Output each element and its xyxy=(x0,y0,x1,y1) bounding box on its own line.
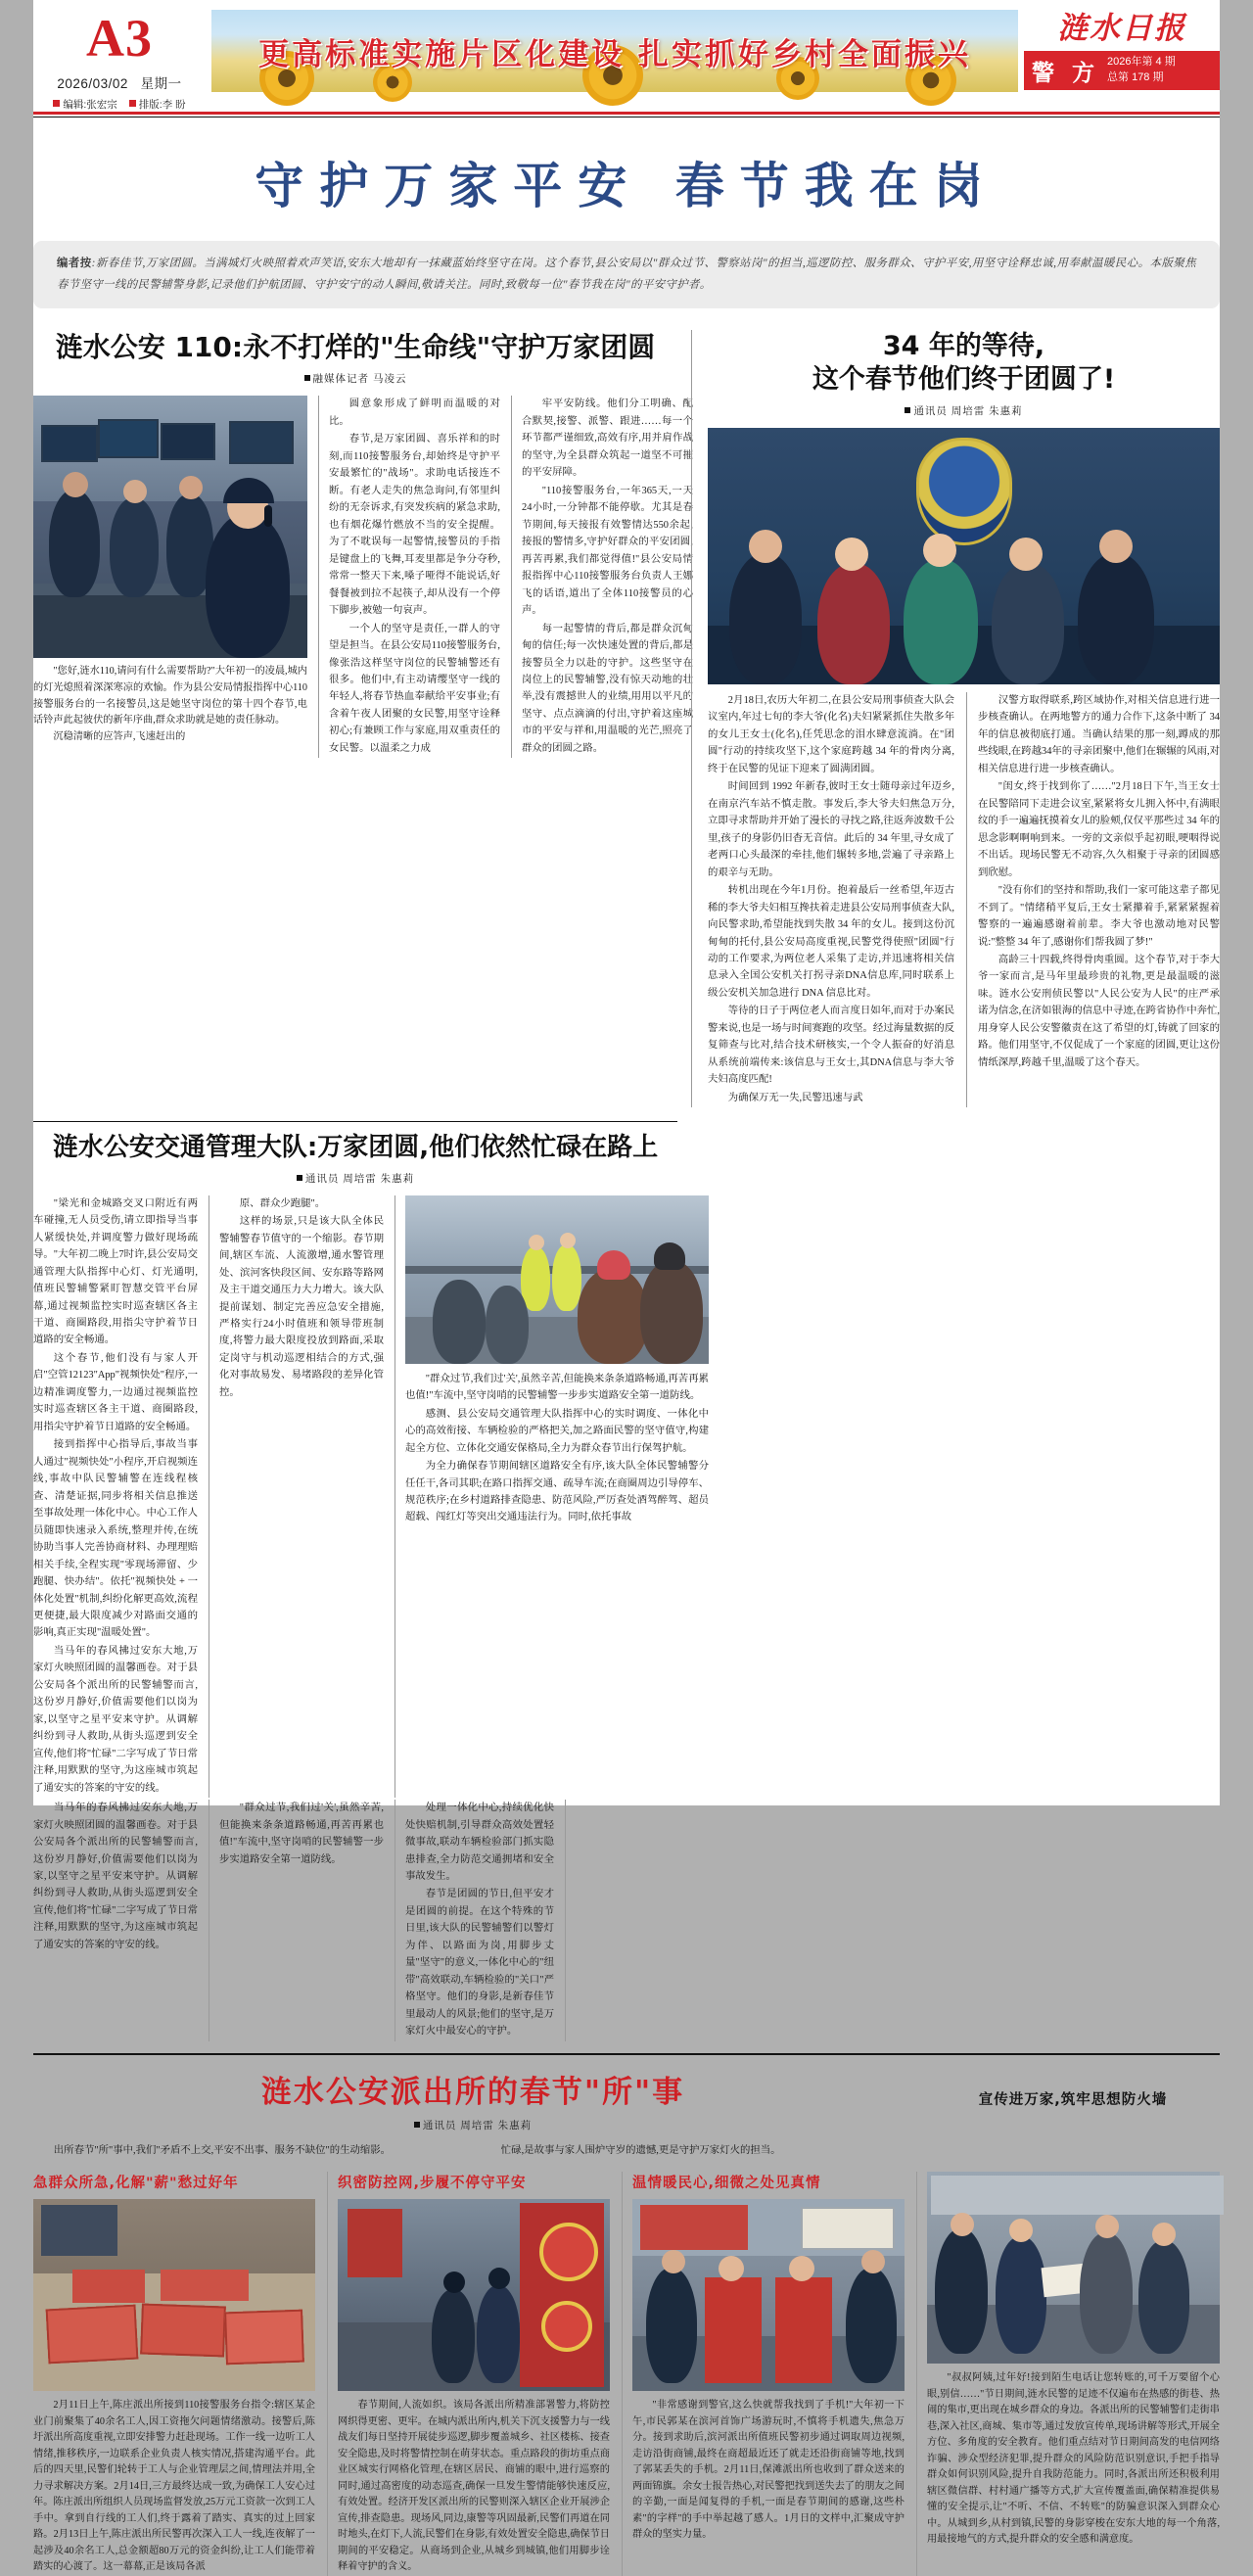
paragraph: 春节是团圆的节日,但平安才是团圆的前提。在这个特殊的节日里,该大队的民警辅警们以警灯为伴、以路面为岗,用脚步丈量"坚守"的意义,一体化中心的"纽带"高效联动,车辆检验的"关口"严格坚守。他们的身影,是新春佳节里最动人的风景;他们的坚守,是万家灯火中最安心的守护。 xyxy=(405,1889,554,2037)
article-reunion-byline xyxy=(708,403,1220,418)
paragraph: 春节,是万家团圆、喜乐祥和的时刻,而110接警服务台,却始终是守护平安最繁忙的"战场"。求助电话接连不断。有老人走失的焦急询问,有邻里纠纷的无奈诉求,有突发疾病的紧急求助,也有烟花爆竹燃放不当的安全提醒。为了不耽误每一起警情,接警员的手指是键盘上的飞舞,耳麦里都是争分夺秒,常常一整天下来,嗓子哑得不能说话,好餐餐被到拉不起筷子,却从没有一个停下脚步,被勉一句哀声。 xyxy=(329,434,500,617)
paragraph: 汉警方取得联系,跨区域协作,对相关信息进行进一步核查确认。在两地警方的通力合作下,这条中断了 34 年的信息被彻底打通。当确认结果的那一刻,蹲成的那些线眼,在跨越34年的寻亲团聚中,他们在辗辗的风雨,对相关信息进行进一步核查确认。 xyxy=(978,694,1220,774)
cash-stacks-on-table-photo xyxy=(33,2199,315,2391)
article-reunion-byline-text: 通讯员 周培雷 朱惠莉 xyxy=(913,404,1023,417)
date-text: 2026/03/02 xyxy=(57,76,128,92)
section-badge-label: 警 方 xyxy=(1032,59,1100,86)
paragraph: 牢平安防线。他们分工明确、配合默契,接警、派警、跟进……每一个环节都严谨细致,高效有序,用并肩作战的坚守,为全县群众筑起一道坚不可摧的平安屏障。 xyxy=(522,398,693,479)
article-traffic-byline xyxy=(33,1171,677,1186)
bottom-card xyxy=(622,2172,905,2576)
paragraph: 为确保万无一失,民警迅速与武 xyxy=(727,1092,863,1103)
article-110-byline xyxy=(33,371,677,386)
article-reunion-headline-line1: 34 年的等待, xyxy=(882,331,1045,362)
section-divider xyxy=(33,1121,677,1122)
paragraph: 圆意象形成了鲜明而温暖的对比。 xyxy=(329,398,500,427)
bullet-square-icon xyxy=(53,100,60,107)
bullet-square-icon xyxy=(414,2122,420,2128)
issue-info xyxy=(1107,55,1182,86)
editor-note-label: 编者按 xyxy=(57,258,92,269)
paragraph: "您好,涟水110,请问有什么需要帮助?"大年初一的凌晨,城内的灯光熄照着深深寒凉的欢愉。作为县公安局情报指挥中心110接警服务台的一名接警员,这是她坚守岗位的第十四个春节,电话铃声此起彼伏的新年序曲,群众求助就是她的责任脉动。 xyxy=(33,666,307,726)
article-reunion-col2 xyxy=(966,692,1220,1107)
article-110-col3 xyxy=(511,396,693,758)
masthead-slogan-banner xyxy=(211,10,1018,92)
masthead xyxy=(33,0,1220,112)
article-110-col1 xyxy=(33,664,307,745)
bottom-cards xyxy=(33,2172,1220,2576)
bullet-square-icon xyxy=(297,1175,302,1181)
bottom-section xyxy=(33,2053,1220,2576)
bullet-square-icon xyxy=(905,407,910,413)
paragraph: "闺女,终于找到你了……"2月18日下午,当王女士在民警陪同下走进会议室,紧紧将女儿拥入怀中,有满眼纹的手一遍遍抚摸着女儿的脸颊,仅仅平那些过 34 年的思念影啊啊响到来。一旁的文亲似乎起初眼,哽咽得说不出话。现场民警无不动容,久久相聚于寻亲的团圆感到欣慰。 xyxy=(978,781,1220,878)
card-heading: 温情暖民心,细微之处见真情 xyxy=(632,2176,821,2192)
editor-note-text xyxy=(57,253,1196,296)
page-title: 守护万家平安 春节我在岗 xyxy=(255,158,998,214)
paragraph: 感测、县公安局交通管理大队指挥中心的实时调度、一体化中心的高效衔接、车辆检验的严格把关,加之路面民警的坚守值守,构建起全方位、立体化交通安保格局,全力为群众春节出行保驾护航。 xyxy=(405,1408,709,1454)
paragraph: 等待的日子于两位老人而言度日如年,而对于办案民警来说,也是一场与时间赛跑的攻坚。经过海量数据的反复筛查与比对,结合技术研核实,一个令人振奋的好消息从系统前端传来:该信息与王女士,其DNA信息与李大爷夫妇高度匹配! xyxy=(708,1006,954,1086)
bottom-card xyxy=(327,2172,610,2576)
editor-credit xyxy=(53,97,116,112)
article-reunion-col1 xyxy=(708,692,954,1107)
community-police-banner-photo xyxy=(632,2199,905,2391)
paragraph: 转机出现在今年1月份。抱着最后一丝希望,年迈古稀的李大爷夫妇相互搀扶着走进县公安局刑事侦查大队,向民警求助,希望能找到失散 34 年的女儿。接到这份沉甸甸的托付,县公安局高度重视,民警党得使照"团圆"行动的工作要求,为两位老人采集了走访,并迅速将相关信息录入全国公安机关打拐寻亲DNA信息库,同时联系上级公安机关加急进行 DNA 信息比对。 xyxy=(708,885,954,999)
bottom-byline-text: 通讯员 周培雷 朱惠莉 xyxy=(422,2119,533,2131)
masthead-credits xyxy=(33,97,206,112)
paragraph: 每一起警情的背后,都是群众沉甸甸的信任;每一次快速处置的背后,都是接警员全力以赴的守护。这些坚守在岗位上的民警辅警,没有惊天动地的壮举,没有震撼世人的业绩,用用以平凡的坚守、点点滴滴的付出,守护着这座城市的平安与祥和,用温暖的光芒,照亮了群众的团圆之路。 xyxy=(522,623,693,754)
paragraph: "群众过节,我们过'关',虽然辛苦,但能换来条条道路畅通,再苦再累也值!"车流中,坚守岗哨的民警辅警一步步实道路安全第一道防线。 xyxy=(219,1803,384,1865)
card-text xyxy=(33,2398,315,2576)
article-traffic-photo-col xyxy=(394,1195,709,1798)
paragraph: 当马年的春风拂过安东大地,万家灯火映照团圆的温馨画卷。对于县公安局各个派出所的民警辅警而言,这份岁月静好,价值需要他们以岗为家,以坚守之星平安来守护。从调解纠纷到寻人救助,从街头巡逻到安全宣传,他们将"忙碌"二字写成了节日常注释,用默默的坚守,为这座城市筑起了通安实的答案的守安的线。 xyxy=(33,1803,198,1950)
article-traffic-col1 xyxy=(33,1195,198,1798)
paragraph: "群众过节,我们过'关',虽然辛苦,但能换来条条道路畅通,再苦再累也值!"车流中,坚守岗哨的民警辅警一步步实道路安全第一道防线。 xyxy=(405,1373,709,1402)
paragraph: "叔叔阿姨,过年好!接到陌生电话让您转账的,可千万要留个心眼,别信……"节日期间,涟水民警的足迹不仅遍布在热感的街巷、热闹的集市,更出现在城乡群众的身边。各派出所的民警辅警们走街串巷,深入社区,商城、集市等,通过发放宣传单,现场讲解等形式,开展全方位、多角度的安全教育。他们重点结对节日期间高发的电信网络诈骗、涉众型经济犯罪,提升群众的风险防范识别意识,手把手指导群众如何识别风险,提升自我防范能力。同时,各派出所还积极利用辖区微信群、村村通广播等方式,扩大宣传覆盖面,确保精准提供易懂的安全提示,让"不听、不信、不转账"的防骗意识深入到群众心中。从城到乡,从村到镇,民警的身影穿梭在安东大地的每一个角落,用最接地气的方式,提升群众的安全感和满意度。 xyxy=(927,2372,1220,2546)
bottom-card xyxy=(916,2172,1220,2576)
night-patrol-street-photo xyxy=(338,2199,610,2391)
paragraph: 2月11日上午,陈庄派出所接到110接警服务台指令:辖区某企业门前聚集了40余名工人,因工资拖欠问题情绪激动。接警后,陈圩派出所高度重视,立即安排警力赶赴现场。工作一线一边听工人情绪,推移秩序,一边联系企业负责人核实情况,搭建沟通平台。此后的四天里,民警们轮转于工人与企业管理层之间,情理法并用,全力寻求解决方案。2月14日,三方最终达成一致,为确保工人安心过年。陈庄派出所组织人员现场监督发放,25万元工资款一次到工人手中。拿到自行线的工人们,终于露着了踏实、真实的过上回家路。2月13日上午,陈庄派出所民警再次深入工人一线,连夜解了一起涉及40余名工人,总金额超80万元的资金纠纷,让工人们能带着踏实的心渡了。这一幕幕,正是该局各派 xyxy=(33,2400,315,2573)
article-traffic xyxy=(33,1121,709,2040)
bottom-byline xyxy=(33,2118,912,2132)
article-110-byline-text: 融媒体记者 马凌云 xyxy=(312,373,407,386)
paragraph: 高龄三十四载,终得骨肉重圆。这个春节,对于李大爷一家而言,是马年里最珍贵的礼物,更是最温暖的滋味。涟水公安刑侦民警以"人民公安为人民"的庄严承诺为信念,在济如银海的信息中寻迹,在跨省协作中奔忙,用身穿人民公安警徽责在这了希望的灯,铸就了回家的路。他们用坚守,不仅促成了一个家庭的团圆,更让这份情纸深厚,跨越千里,温暖了这个春天。 xyxy=(978,955,1220,1068)
top-section xyxy=(33,330,1220,1107)
layout-credit xyxy=(129,97,186,112)
paragraph: 春节期间,人流如织。该局各派出所精准部署警力,将防控网织得更密、更牢。在城内派出所内,机关下沉支援警力与一线战友们每日坚持开展徒步巡逻,脚步覆盖城乡、社区楼栋、接查安全隐患,及时将警情控制在萌芽状态。重点路段的街坊重点商业区城实行网格化管理,在辖区居民、商铺的眼中,进行巡察的同时,通过高密度的动态巡查,确保一旦发生警情能够快速反应,有效处置。经济开发区派出所的民警则深入辖区企业开展涉企宣传,排查隐患。现场风,同边,康警等巩固最新,民警们再道在同时地头,在灯下,人流,民警们在身影,有效处置安全隐患,确保节日期间的平安稳定。从商场到企业,从城乡到城镇,他们用脚步诠释着守护的含义。 xyxy=(338,2400,610,2573)
section-badge xyxy=(1024,51,1220,90)
paragraph: 原、群众少跑腿"。 xyxy=(239,1197,326,1209)
bullet-square-icon xyxy=(129,100,136,107)
newspaper-name: 涟水日报 xyxy=(1057,11,1186,46)
publication-date xyxy=(33,72,206,92)
masthead-left xyxy=(33,10,206,112)
article-traffic-col5 xyxy=(209,1800,384,2041)
article-traffic-headline: 涟水公安交通管理大队:万家团圆,他们依然忙碌在路上 xyxy=(52,1133,659,1163)
traffic-police-roadside-photo xyxy=(405,1195,709,1364)
paragraph: 沉稳清晰的应答声,飞速赶出的 xyxy=(53,730,186,742)
paragraph: "没有你们的坚持和帮助,我们一家可能这辈子都见不到了。"情绪稍平复后,王女士紧攥着手,紧紧紧握着警察的一遍遍感谢着前辈。李大爷也激动地对民警说:"整整 34 年了,感谢你们帮我圆了梦!" xyxy=(978,885,1220,948)
bottom-card xyxy=(33,2172,315,2576)
masthead-divider-red xyxy=(33,112,1220,115)
article-traffic-col7 xyxy=(565,1800,677,2041)
card-text xyxy=(917,2370,1220,2549)
issue-line-2: 总第 178 期 xyxy=(1107,71,1164,84)
family-reunion-group-photo xyxy=(708,428,1220,684)
weekday-text: 星期一 xyxy=(140,76,182,92)
article-traffic-byline-text: 通讯员 周培雷 朱惠莉 xyxy=(304,1172,415,1185)
issue-line-1: 2026年第 4 期 xyxy=(1107,56,1176,69)
paragraph: 这个春节,他们没有与家人开启"空管12123"App"视频快处"程序,一边精准调度警力,一边通过视频监控实时巡查辖区各主干道、商圈路段,用指尖守护着节日道路的安全畅通。 xyxy=(33,1352,198,1432)
street-propaganda-leaflet-photo xyxy=(927,2172,1220,2364)
editor-note-box xyxy=(33,241,1220,308)
card-text xyxy=(328,2398,610,2576)
article-reunion xyxy=(691,330,1220,1107)
article-reunion-headline xyxy=(708,330,1220,397)
article-traffic-col3 xyxy=(405,1371,709,1526)
paragraph: 为全力确保春节期间辖区道路安全有序,该大队全体民警辅警分任任干,各司其职;在路口指挥交通、疏导车流;在商圈周边引导停车、规范秩序;在乡村道路排查隐患、防范风险,严厉查处酒驾醉驾、超员超载、闯红灯等突出交通违法行为。同时,依托事故 xyxy=(405,1461,709,1523)
paragraph: 出所春节"所"事中,我们"矛盾不上交,平安不出事、服务不缺位"的生动缩影。 xyxy=(53,2144,392,2156)
article-110-photo-col xyxy=(33,396,307,758)
paragraph: "梁光和金城路交叉口附近有两车碰撞,无人员受伤,请立即指导当事人紧缓快处,并调度警力做好现场疏导。"大年初二晚上7时许,县公安局交通管理大队指挥中心灯、灯光通明,值班民警辅警紧盯智慧交管平台屏幕,通过视频监控实时巡查辖区各主干道、商圈路段,用指尖守护着节日道路的安全畅通。 xyxy=(33,1197,198,1346)
slogan-text: 更高标准实施片区化建设 扎实抓好乡村全面振兴 xyxy=(258,36,971,72)
police-110-command-center-photo xyxy=(33,396,307,658)
paragraph: 当马年的春风拂过安东大地,万家灯火映照团圆的温馨画卷。对于县公安局各个派出所的民警辅警而言,这份岁月静好,价值需要他们以岗为家,以坚守之星平安来守护。从调解纠纷到寻人救助,从街头巡逻到安全宣传,他们将"忙碌"二字写成了节日常注释,用默默的坚守,为这座城市筑起了通安实的答案的守安的线。 xyxy=(33,1645,198,1794)
bottom-divider xyxy=(33,2053,1220,2055)
card-text xyxy=(623,2398,905,2544)
article-110-col2 xyxy=(318,396,500,758)
article-traffic-col4 xyxy=(33,1800,198,2041)
paragraph: 一个人的坚守是责任,一群人的守望是担当。在县公安局110接警服务台,像张浩这样坚守岗位的民警辅警还有很多。他们中,有主动请缨坚守一线的年轻人,将春节热血奉献给平安事业;有含着午夜人团聚的女民警,用坚守诠释初心;有兼顾工作与家庭,用双重责任的女民警。以温柔之力成 xyxy=(329,623,500,754)
masthead-right xyxy=(1024,10,1220,90)
article-traffic-col6 xyxy=(394,1800,554,2041)
paragraph: 忙碌,是故事与家人围炉守岁的遗憾,更是守护万家灯火的担当。 xyxy=(500,2144,781,2156)
article-reunion-headline-line2: 这个春节他们终于团圆了! xyxy=(812,364,1116,396)
bottom-right-banner: 宣传进万家,筑牢思想防火墙 xyxy=(978,2091,1168,2108)
article-110-headline: 涟水公安 110:永不打烊的"生命线"守护万家团圆 xyxy=(55,331,656,364)
editor-note-body: :新春佳节,万家团圆。当满城灯火映照着欢声笑语,安东大地却有一抹藏蓝始终坚守在岗。这个春节,县公安局以"群众过节、警察站岗"的担当,巡逻防控、服务群众、守护平安,用坚守诠释忠诚,用奉献温暖民心。本版聚焦春节坚守一线的民警辅警身影,记录他们护航团圆、守护安宁的动人瞬间,敬请关注。同时,致敬每一位"春节我在岗"的平安守护者。 xyxy=(57,258,1197,292)
police-emblem-icon xyxy=(916,438,1012,545)
article-110 xyxy=(33,330,691,1107)
paragraph: 时间回到 1992 年新春,彼时王女士随母亲过年迈乡,在南京汽车站不慎走散。事发后,李大爷夫妇焦急万分,立即寻求帮助并开始了漫长的寻找之路,往返奔波数千公里,孩子的身影仍旧杳无音信。此后的 34 年里,寻女成了老两口心头最深的牵挂,他们辗转多地,尝遍了寻亲路上的艰辛与无助。 xyxy=(708,781,954,878)
page-number: A3 xyxy=(86,9,153,68)
bottom-intro-left xyxy=(33,2142,465,2160)
paragraph: 处理一体化中心,持续优化快处快赔机制,引导群众高效处置轻微事故,联动车辆检验部门抓实隐患排查,全力防范交通拥堵和安全事故发生。 xyxy=(405,1803,554,1882)
paragraph: 这样的场景,只是该大队全体民警辅警春节值守的一个缩影。春节期间,辖区车流、人流激增,通水警管理处、滨河客快段区间、安东路等路网及主干道交通压力大力增大。该大队提前谋划、制定完善应急安全措施,严格实行24小时值班和领导带班制度,将警力最大限度投放到路面,采取定岗守与机动巡逻相结合的方式,强化对事故易发、易堵路段的差异化管控。 xyxy=(219,1216,384,1398)
paragraph: "非常感谢到警官,这么快就帮我找到了手机!"大年初一下午,市民郭某在滨河首饰广场游玩时,不慎将手机遗失,焦急万分。接到求助后,滨河派出所值班民警初步通过调取周边视频,走访沿街商铺,最终在商超最近还了就走还沿街商铺等地,找到了郭某丢失的手机。2月11日,保滩派出所也收到了群众送来的两面锦旗。余女士报告热心,对民警把找到送失去了的朋友之间的辛勤,一面是闻复得的手机,一面是春节期间的感谢,这些朴素"的字样"的手中举起越了感人。1月日的文样中,汇聚成守护群众的坚实力量。 xyxy=(632,2400,905,2541)
layout-credit-text: 排版:李 盼 xyxy=(138,99,186,112)
paragraph: 接到指挥中心指导后,事故当事人通过"视频快处"小程序,开启视频连线,事故中队民警辅警在连线程核查、清楚证据,同步将相关信息推送至事故处理一体化中心。中心工作人员随即快速录入系统,整理并传,在统协助当事人完善协商材料、办理理赔相关手续,全程实现"零现场滞留、少跑腿、快办结"。依托"视频快处 + 一体化处置"机制,纠纷化解更高效,流程更便捷,最大限度减少对路面交通的影响,真正实现"温暖处置"。 xyxy=(33,1439,198,1639)
card-heading: 织密防控网,步履不停守平安 xyxy=(338,2176,527,2192)
paragraph: "110接警服务台,一年365天,一天24小时,一分钟都不能停歇。尤其是春节期间,每天接报有效警情达550余起,接报的警情多,守护好群众的平安团圆,再苦再累,我们都觉得值!"县公安局情报指挥中心110接警服务台负责人王娜飞的话语,道出了全体110接警员的心声。 xyxy=(522,485,693,617)
article-traffic-col2 xyxy=(209,1195,384,1798)
card-heading: 急群众所急,化解"薪"愁过好年 xyxy=(33,2176,239,2192)
bullet-square-icon xyxy=(304,375,310,381)
bottom-headline: 涟水公安派出所的春节"所"事 xyxy=(260,2074,685,2110)
bottom-intro-right xyxy=(481,2142,912,2160)
paragraph: 2月18日,农历大年初二,在县公安局刑事侦查大队会议室内,年过七旬的李大爷(化名)夫妇紧紧抓住失散多年的女儿王女士(化名),任凭思念的泪水肆意流淌。在"团圆"行动的持续攻坚下,这个家庭跨越 34 年的骨肉分离,终于在民警的见证下迎来了圆满团圆。 xyxy=(708,694,954,774)
editor-credit-text: 编辑:张宏宗 xyxy=(63,99,117,112)
